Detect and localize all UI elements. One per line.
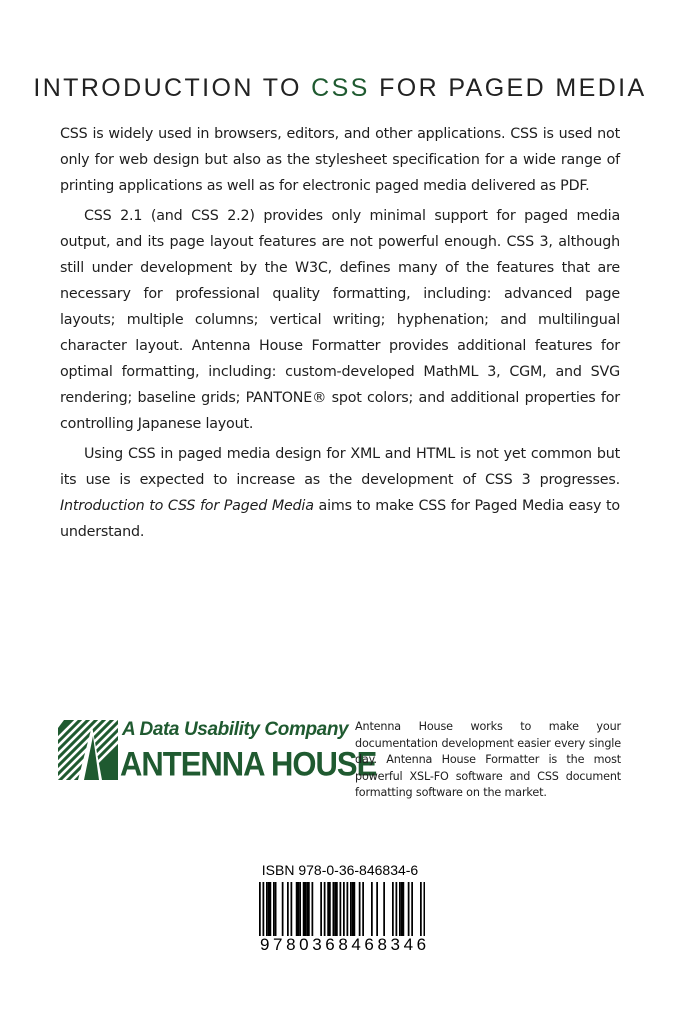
- logo-company-name: ANTENNA HOUSE: [120, 744, 377, 784]
- title-accent-css: CSS: [311, 74, 370, 102]
- description-text: [60, 121, 620, 549]
- antenna-house-emblem-icon: [58, 720, 118, 780]
- title-part-2: FOR PAGED MEDIA: [369, 74, 647, 102]
- description-paragraph-3: [60, 441, 620, 545]
- company-blurb: Antenna House works to make your documentation development easier every single day. Antenna House Formatter is the most powerful XSL-FO software and CSS document formatting software on the market.: [355, 720, 621, 799]
- antenna-house-logo: [58, 719, 377, 784]
- paragraph-3-end: aims to make CSS for Paged Media easy to understand.: [60, 498, 620, 540]
- book-title-reference: Introduction to CSS for Paged Media: [60, 498, 314, 514]
- description-paragraph-2: CSS 2.1 (and CSS 2.2) provides only minimal support for paged media output, and its page layout features are not powerful enough. CSS 3, although still under development by the W3C, defines many of the features that are necessary for professional quality formatting, including: advanced page layouts; multiple columns; vertical writing; hyphenation; and multilingual character layout. Antenna House Formatter provides additional features for optimal formatting, including: custom-developed MathML 3, CGM, and SVG rendering; baseline grids; PANTONE® spot colors; and additional properties for controlling Japanese layout.: [60, 208, 620, 432]
- barcode-digits: 9780368468346: [260, 935, 430, 954]
- paragraph-3-start: Using CSS in paged media design for XML and HTML is not yet common but its use is expected to increase as the development of CSS 3 progresses.: [60, 446, 620, 488]
- description-paragraph-1: CSS is widely used in browsers, editors, and other applications. CSS is used not only for web design but also as the stylesheet specification for a wide range of printing applications as well as for electronic paged media delivered as PDF.: [60, 126, 620, 194]
- logo-tagline: A Data Usability Company: [122, 719, 349, 740]
- isbn-barcode: [255, 862, 430, 968]
- isbn-label: ISBN 978-0-36-846834-6: [261, 862, 419, 878]
- title-part-1: INTRODUCTION TO: [33, 74, 312, 102]
- book-title: [0, 74, 680, 103]
